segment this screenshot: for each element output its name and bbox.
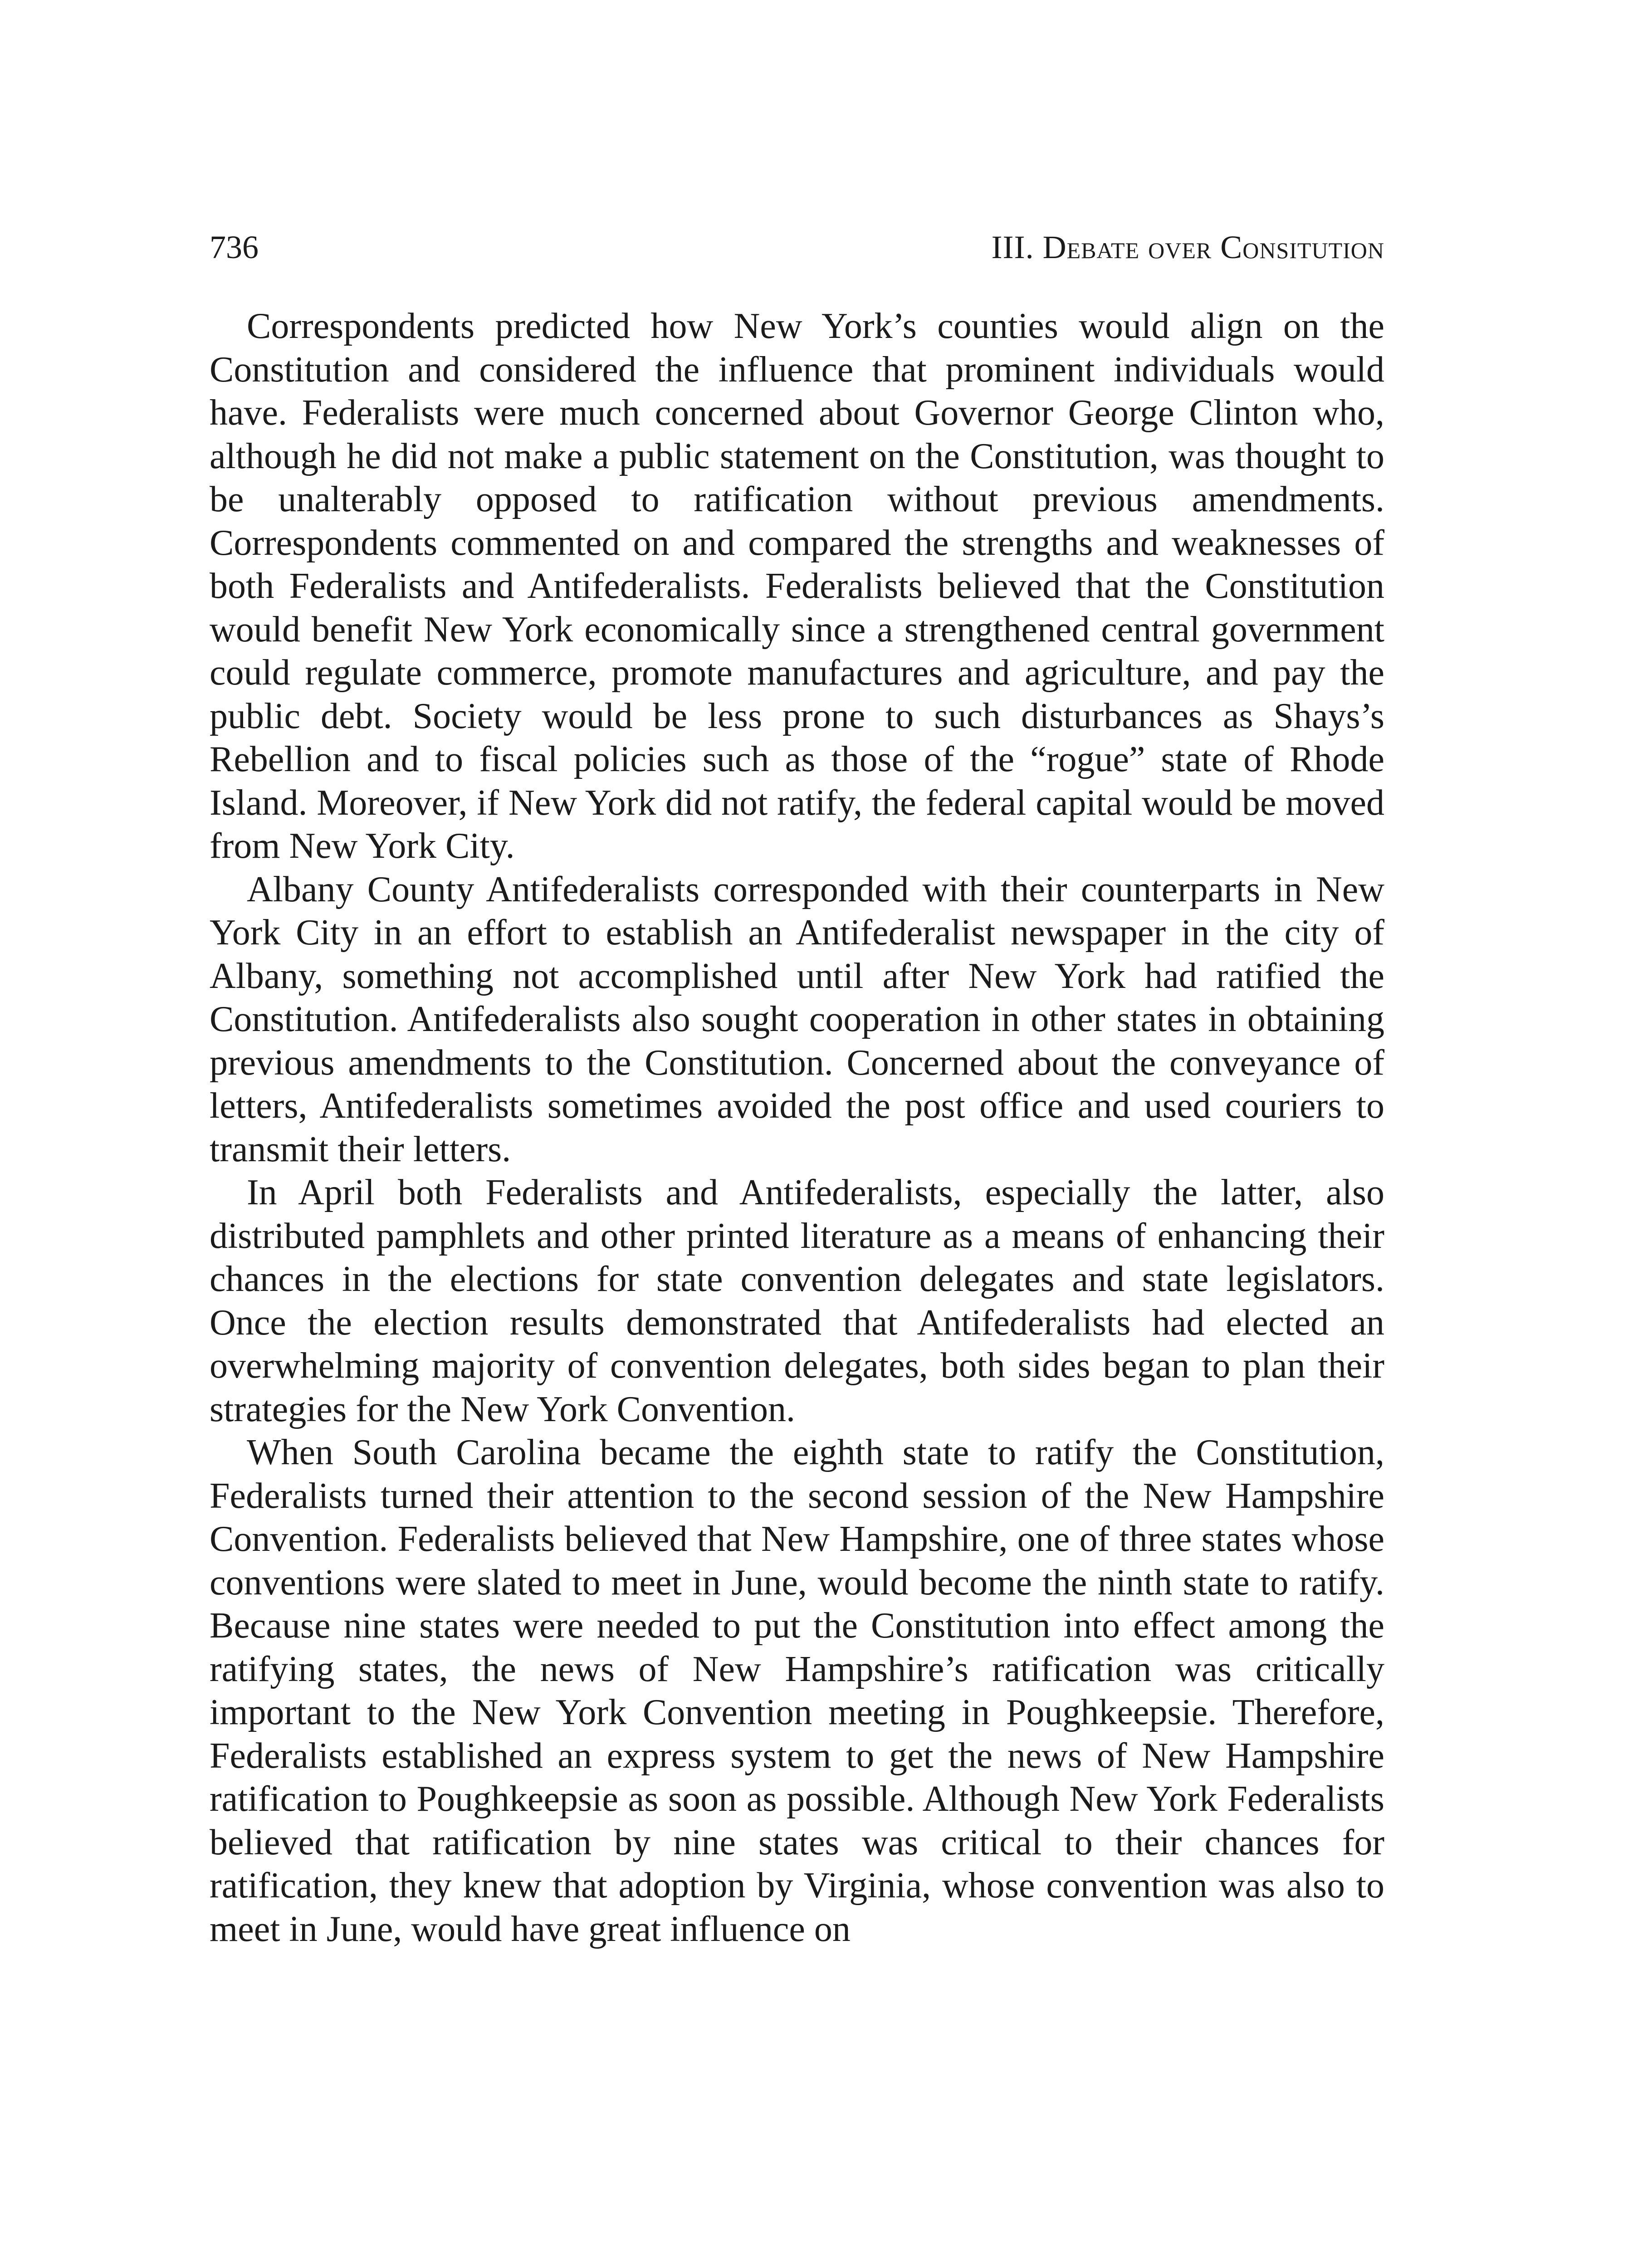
section-title: III. Debate over Consitution <box>991 229 1384 265</box>
paragraph-correspondents: Correspondents predicted how New York’s counties would align on the Constitution and considered the influence that prominent individuals would have. Federalists were much concerned about Governor George Clinton who, although he did not make a public statement on the Constitution, was thought to be unalterably opposed to ratification without previous amendments. Correspondents commented on and compared the strengths and weaknesses of both Federalists and Antifederalists. Federalists believed that the Constitution would benefit New York economically since a strengthened central government could regulate commerce, promote manufactures and agriculture, and pay the public debt. Society would be less prone to such disturbances as Shays’s Rebellion and to fiscal policies such as those of the “rogue” state of Rhode Island. Moreover, if New York did not ratify, the federal capital would be moved from New York City. <box>210 306 1384 866</box>
running-head <box>210 227 1384 268</box>
page-number: 736 <box>210 229 259 265</box>
paragraph-april-elections: In April both Federalists and Antifederalists, especially the latter, also distributed pamphlets and other printed literature as a means of enhancing their chances in the elections for state convention delegates and state legislators. Once the election results demonstrated that Antifederalists had elected an overwhelming majority of convention delegates, both sides began to plan their strategies for the New York Convention. <box>210 1173 1384 1429</box>
body-text <box>210 305 1384 1951</box>
paragraph-south-carolina: When South Carolina became the eighth state to ratify the Constitution, Federalists turned their attention to the second session of the New Hampshire Convention. Federalists believed that New Hampshire, one of three states whose conventions were slated to meet in June, would become the ninth state to ratify. Because nine states were needed to put the Constitution into effect among the ratifying states, the news of New Hampshire’s ratification was critically important to the New York Convention meeting in Poughkeepsie. Therefore, Federalists established an express system to get the news of New Hampshire ratification to Poughkeepsie as soon as possible. Although New York Federalists believed that ratification by nine states was critical to their chances for ratification, they knew that adoption by Virginia, whose convention was also to meet in June, would have great influence on <box>210 1432 1384 1949</box>
paragraph-albany-county: Albany County Antifederalists corresponded with their counterparts in New York City in an effort to establish an Antifederalist newspaper in the city of Albany, something not accomplished until after New York had ratified the Constitution. Antifederalists also sought cooperation in other states in obtaining previous amendments to the Constitution. Concerned about the conveyance of letters, Antifederalists sometimes avoided the post office and used couriers to transmit their letters. <box>210 869 1384 1169</box>
